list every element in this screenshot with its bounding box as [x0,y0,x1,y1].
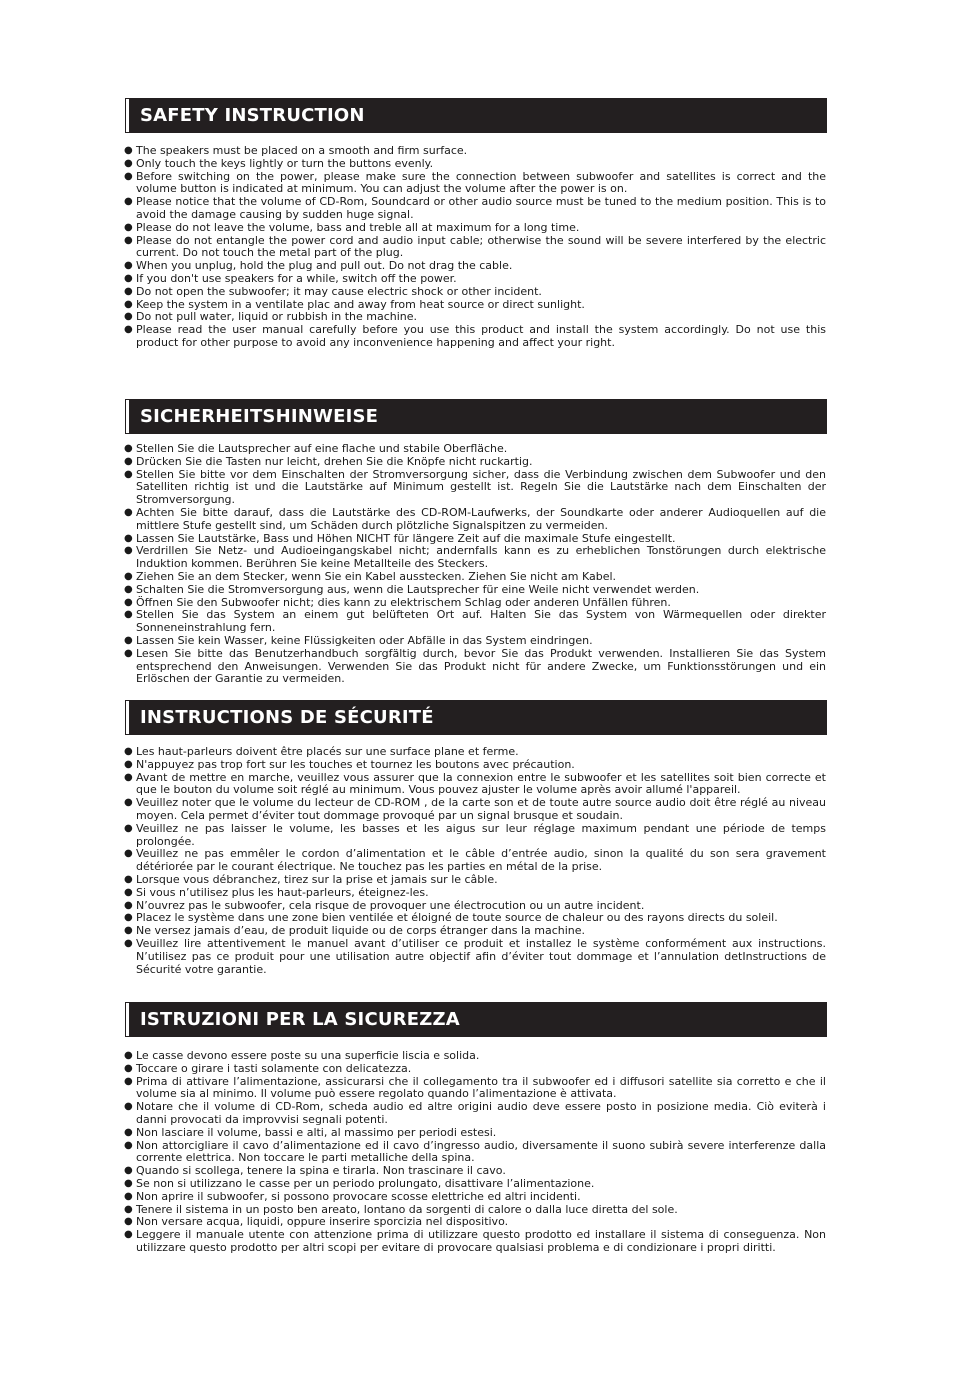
list-item: ● Veuillez noter que le volume du lecteur de CD-ROM , de la carte son et de toute autre source audio doit être réglé au niveau moyen. Cela permet d’éviter tout dommage provoqué par un signal brusque et soudain. [124,796,826,822]
list-item: ● Stellen Sie die Lautsprecher auf eine flache und stabile Oberfläche. [124,442,508,455]
bullet-icon: ● [124,925,133,937]
bullet-icon: ● [124,285,133,297]
bullet-icon: ● [124,468,133,480]
bullet-icon: ● [124,797,133,809]
list-item: ● Lesen Sie bitte das Benutzerhandbuch sorgfältig durch, bevor Sie das Produkt verwenden. Installieren Sie das System entsprechend den Anweisungen. Verwenden Sie das Produkt nicht für andere Zwecke, um Funktionsstörungen und ein Erlöschen der Garantie zu vermeiden. [124,646,826,686]
list-item: ● Stellen Sie das System an einem gut belüfteten Ort auf. Halten Sie das System von Wärmequellen oder direkter Sonneneinstrahlung fern. [124,608,826,635]
bullet-icon: ● [124,1075,133,1087]
list-item: ● Please read the user manual carefully before you use this product and install the system accordingly. Do not use this product for other purpose to avoid any inconvenience happening and affect your right. [124,323,826,349]
section-title: ISTRUZIONI PER LA SICUREZZA [140,1009,460,1030]
bullet-icon: ● [124,596,133,608]
section-title-banner [126,1003,826,1036]
list-item: ● Keep the system in a ventilate plac and away from heat source or direct sunlight. [124,297,585,311]
list-item: ● Le casse devono essere poste su una superficie liscia e solida. [124,1049,480,1062]
list-item: ● Non lasciare il volume, bassi e alti, al massimo per periodi estesi. [124,1125,497,1139]
list-item: ● Avant de mettre en marche, veuillez vous assurer que la connexion entre le subwoofer et les satellites soit bien correcte et que le bouton du volume soit réglé au minimum. Vous pouvez ajuster le volume après avoir allumé l'appareil. [124,770,826,797]
list-item: ● Before switching on the power, please make sure the connection between subwoofer and satellites is correct and the volume button is indicated at minimum. You can adjust the volume after the power is on. [124,169,826,196]
section-sicherheitshinweise [124,400,826,686]
section-title-banner [126,400,826,433]
bullet-icon: ● [124,157,133,169]
list-item: ● Do not open the subwoofer; it may cause electric shock or other incident. [124,284,542,298]
bullet-icon: ● [124,937,133,949]
list-item: ● N’ouvrez pas le subwoofer, cela risque de provoquer une électrocution ou un autre incident. [124,898,645,912]
bullet-icon: ● [124,506,133,518]
bullet-icon: ● [124,1126,133,1138]
section-title-banner [126,701,826,734]
list-item: ● Ziehen Sie an dem Stecker, wenn Sie ein Kabel ausstecken. Ziehen Sie nicht am Kabel. [124,569,617,583]
bullet-icon: ● [124,443,133,454]
list-item: ● The speakers must be placed on a smooth and firm surface. [124,144,468,157]
list-item: ● Achten Sie bitte darauf, dass die Lautstärke des CD-ROM-Laufwerks, der Soundkarte oder anderer Audioquellen auf die mittlere Stufe gestellt sind, um Schäden durch plötzliche Signalspitzen zu vermeiden. [124,505,826,532]
list-item: ● If you don't use speakers for a while, switch off the power. [124,271,457,285]
list-item: ● Please do not entangle the power cord and audio input cable; otherwise the sound will be severe interfered by the electric current. Do not touch the metal part of the plug. [124,233,826,260]
bullet-icon: ● [124,234,133,246]
bullet-icon: ● [124,609,133,621]
section-istruzioni-per-la-sicurezza [124,1003,826,1254]
instruction-list [126,746,826,976]
bullet-icon: ● [124,260,133,272]
bullet-icon: ● [124,634,133,646]
bullet-icon: ● [124,324,133,336]
bullet-icon: ● [124,170,133,182]
bullet-icon: ● [124,532,133,544]
list-item: ● Si vous n’utilisez plus les haut-parleurs, éteignez-les. [124,885,429,899]
section-title: SICHERHEITSHINWEISE [140,406,379,427]
list-item: ● Veuillez lire attentivement le manuel avant d’utiliser ce produit et installez le système conformément aux instructions. N’utilisez pas ce produit pour une utilisation autre objectif afin d’éviter tout dommage et l’annulation detInstructions de Sécurité votre garantie. [124,936,826,976]
bullet-icon: ● [124,758,133,770]
list-item: ● Lassen Sie Lautstärke, Bass und Höhen NICHT für längere Zeit auf die maximale Stufe eingestellt. [124,531,676,545]
instruction-list [126,145,826,350]
bullet-icon: ● [124,455,133,467]
bullet-icon: ● [124,1101,133,1113]
bullet-icon: ● [124,145,133,156]
bullet-icon: ● [124,570,133,582]
bullet-icon: ● [124,1050,133,1061]
bullet-icon: ● [124,822,133,834]
bullet-icon: ● [124,1229,133,1241]
bullet-icon: ● [124,272,133,284]
list-item: ● Se non si utilizzano le casse per un periodo prolungato, disattivare l’alimentazione. [124,1176,595,1190]
bullet-icon: ● [124,545,133,557]
list-item: ● N'appuyez pas trop fort sur les touches et tournez les boutons avec précaution. [124,757,575,771]
section-title-banner [126,99,826,132]
bullet-icon: ● [124,1139,133,1151]
bullet-icon: ● [124,886,133,898]
bullet-icon: ● [124,771,133,783]
list-item: ● Ne versez jamais d’eau, de produit liquide ou de corps étranger dans la machine. [124,924,586,938]
bullet-icon: ● [124,298,133,310]
instruction-list [126,443,826,686]
list-item: ● Do not pull water, liquid or rubbish in the machine. [124,310,418,324]
list-item: ● Leggere il manuale utente con attenzione prima di utilizzare questo prodotto ed installare il sistema di conseguenza. Non utilizzare questo prodotto per altri scopi per evitare di provocare qualsiasi problema e di condizionare i propri diritti. [124,1228,826,1254]
bullet-icon: ● [124,848,133,860]
bullet-icon: ● [124,746,133,757]
list-item: ● Please notice that the volume of CD-Rom, Soundcard or other audio source must be tuned to the medium position. This is to avoid the damage causing by sudden huge signal. [124,195,826,221]
list-item: ● Lorsque vous débranchez, tirez sur la prise et jamais sur le câble. [124,872,498,886]
list-item: ● Please do not leave the volume, bass and treble all at maximum for a long time. [124,220,580,234]
bullet-icon: ● [124,1165,133,1177]
bullet-icon: ● [124,647,133,659]
bullet-icon: ● [124,583,133,595]
list-item: ● Veuillez ne pas laisser le volume, les basses et les aigus sur leur réglage maximum pendant une période de temps prolongée. [124,821,826,848]
list-item: ● Les haut-parleurs doivent être placés sur une surface plane et ferme. [124,745,519,758]
list-item: ● Drücken Sie die Tasten nur leicht, drehen Sie die Knöpfe nicht ruckartig. [124,454,533,468]
list-item: ● Öffnen Sie den Subwoofer nicht; dies kann zu elektrischem Schlag oder anderen Unfällen führen. [124,595,671,609]
section-title: INSTRUCTIONS DE SÉCURITÉ [140,707,434,728]
bullet-icon: ● [124,1203,133,1215]
bullet-icon: ● [124,873,133,885]
list-item: ● Tenere il sistema in un posto ben areato, lontano da sorgenti di calore o dalla luce diretta del sole. [124,1202,678,1216]
list-item: ● Toccare o girare i tasti solamente con delicatezza. [124,1061,412,1075]
list-item: ● Stellen Sie bitte vor dem Einschalten der Stromversorgung sicher, dass die Verbindung zwischen dem Subwoofer und den Satelliten richtig ist und die Lautstärke auf Minimum gestellt ist. Regeln Sie die Lautstärke nach dem Einschalten der Stromversorgung. [124,467,826,507]
section-safety-instruction [124,99,826,349]
section-title: SAFETY INSTRUCTION [140,105,365,126]
instruction-list [126,1050,826,1255]
section-instructions-de-securite [124,701,826,976]
bullet-icon: ● [124,311,133,323]
bullet-icon: ● [124,1190,133,1202]
list-item: ● Prima di attivare l’alimentazione, assicurarsi che il collegamento tra il subwoofer ed i diffusori satellite sia corretto e che il volume sia al minimo. Il volume può essere regolato quando l’alimentazione è attivata. [124,1074,826,1101]
list-item: ● Only touch the keys lightly or turn the buttons evenly. [124,156,434,170]
list-item: ● Verdrillen Sie Netz- und Audioeingangskabel nicht; andernfalls kann es zu erheblichen Tonstörungen durch elektrische Induktion kommen. Berühren Sie keine Metallteile des Steckers. [124,544,826,571]
bullet-icon: ● [124,912,133,924]
list-item: ● Schalten Sie die Stromversorgung aus, wenn die Lautsprecher für eine Weile nicht verwendet werden. [124,582,700,596]
bullet-icon: ● [124,1216,133,1228]
list-item: ● Non versare acqua, liquidi, oppure inserire sporcizia nel dispositivo. [124,1215,509,1229]
list-item: ● Non aprire il subwoofer, si possono provocare scosse elettriche ed altri incidenti. [124,1189,581,1203]
list-item: ● Lassen Sie kein Wasser, keine Flüssigkeiten oder Abfälle in das System eindringen. [124,633,593,647]
bullet-icon: ● [124,221,133,233]
bullet-icon: ● [124,1177,133,1189]
bullet-icon: ● [124,899,133,911]
list-item: ● Placez le système dans une zone bien ventilée et éloigné de toute source de chaleur ou des rayons directs du soleil. [124,911,778,925]
list-item: ● Notare che il volume di CD-Rom, scheda audio ed altre origini audio deve essere posto in posizione media. Ciò eviterà i danni provocati da improvvisi segnali potenti. [124,1100,826,1126]
bullet-icon: ● [124,196,133,208]
list-item: ● Quando si scollega, tenere la spina e tirarla. Non trascinare il cavo. [124,1164,506,1178]
list-item: ● Veuillez ne pas emmêler le cordon d’alimentation et le câble d’entrée audio, sinon la qualité du son sera gravement détériorée par le courant électrique. Ne touchez pas les parties en métal de la prise. [124,847,826,874]
bullet-icon: ● [124,1062,133,1074]
list-item: ● When you unplug, hold the plug and pull out. Do not drag the cable. [124,259,513,273]
list-item: ● Non attorcigliare il cavo d’alimentazione ed il cavo d’ingresso audio, diversamente il suono subirà severe interferenze dalla corrente elettrica. Non toccare le parti metalliche della spina. [124,1138,826,1165]
